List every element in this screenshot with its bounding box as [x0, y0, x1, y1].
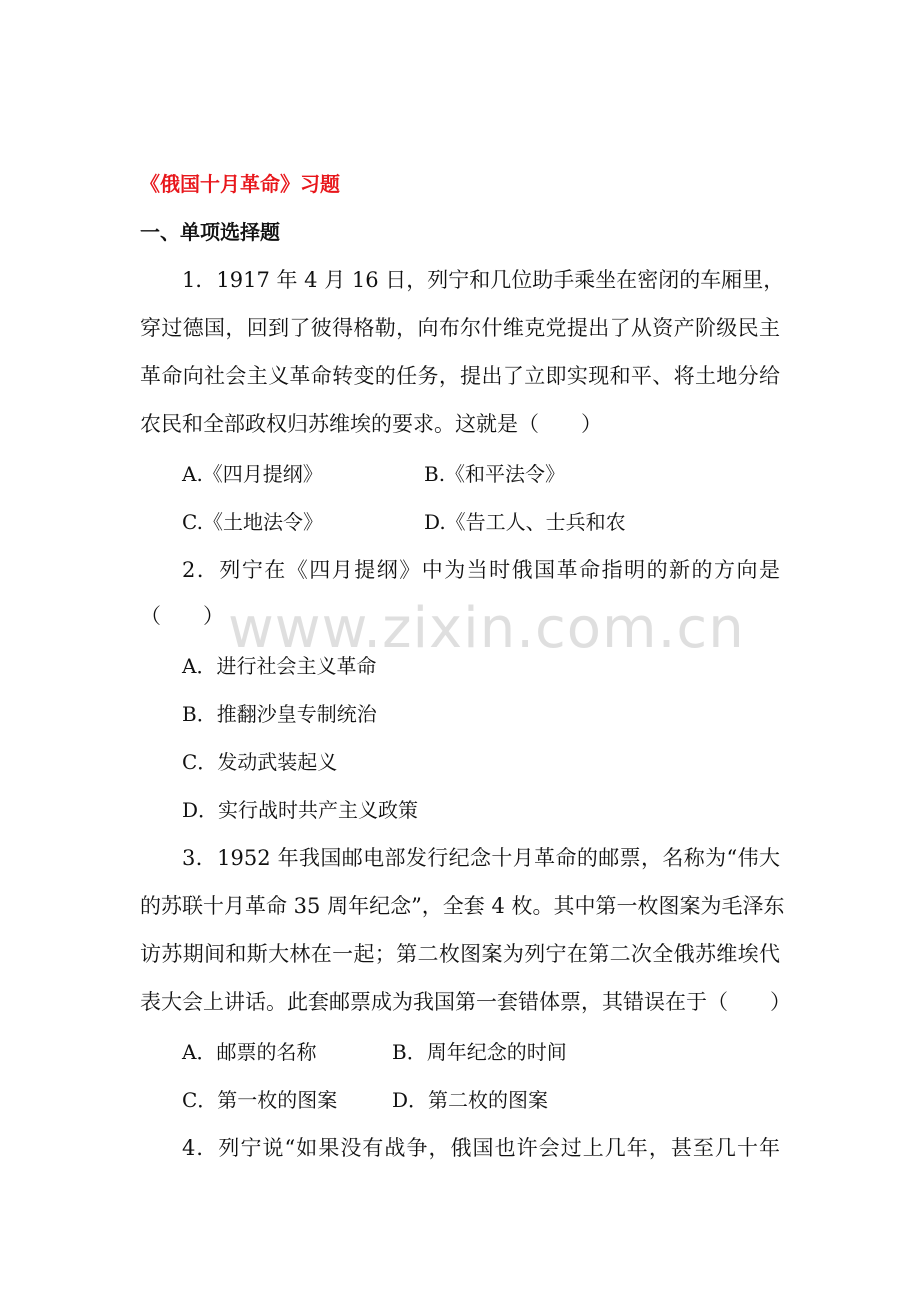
q1-option-c: C.《土地法令》 — [182, 510, 323, 534]
q2-option-a: A．进行社会主义革命 — [182, 654, 377, 678]
watermark: www.zixin.com.cn — [228, 596, 745, 661]
q3-line-2: 的苏联十月革命 35 周年纪念”，全套 4 枚。其中第一枚图案为毛泽东 — [140, 894, 785, 918]
page-title: 《俄国十月革命》习题 — [140, 172, 340, 196]
q2-option-d: D．实行战时共产主义政策 — [182, 798, 419, 822]
q3-line-1: 3．1952 年我国邮电部发行纪念十月革命的邮票，名称为“伟大 — [182, 846, 780, 870]
q1-line-3: 革命向社会主义革命转变的任务，提出了立即实现和平、将土地分给 — [140, 364, 780, 388]
q2-line-1: 2．列宁在《四月提纲》中为当时俄国革命指明的新的方向是 — [182, 558, 780, 582]
q1-line-4: 农民和全部政权归苏维埃的要求。这就是（ ） — [140, 412, 602, 436]
q3-option-b: B．周年纪念的时间 — [392, 1040, 567, 1064]
q2-option-b: B．推翻沙皇专制统治 — [182, 702, 377, 726]
q1-option-d: D.《告工人、士兵和农 — [424, 510, 626, 534]
q3-option-c: C．第一枚的图案 — [182, 1088, 338, 1112]
q1-line-1: 1．1917 年 4 月 16 日，列宁和几位助手乘坐在密闭的车厢里， — [182, 268, 785, 292]
q1-option-b: B.《和平法令》 — [424, 462, 566, 486]
q3-option-a: A．邮票的名称 — [182, 1040, 317, 1064]
q1-option-a: A.《四月提纲》 — [182, 462, 323, 486]
q4-line-1: 4．列宁说“如果没有战争，俄国也许会过上几年，甚至几十年 — [182, 1136, 780, 1160]
q2-option-c: C．发动武装起义 — [182, 750, 338, 774]
q3-line-3: 访苏期间和斯大林在一起；第二枚图案为列宁在第二次全俄苏维埃代 — [140, 942, 780, 966]
q2-line-2: （ ） — [140, 604, 224, 628]
q3-line-4: 表大会上讲话。此套邮票成为我国第一套错体票，其错误在于（ ） — [140, 990, 791, 1014]
section-heading: 一、单项选择题 — [140, 220, 280, 244]
q3-option-d: D．第二枚的图案 — [392, 1088, 549, 1112]
q1-line-2: 穿过德国，回到了彼得格勒，向布尔什维克党提出了从资产阶级民主 — [140, 316, 780, 340]
